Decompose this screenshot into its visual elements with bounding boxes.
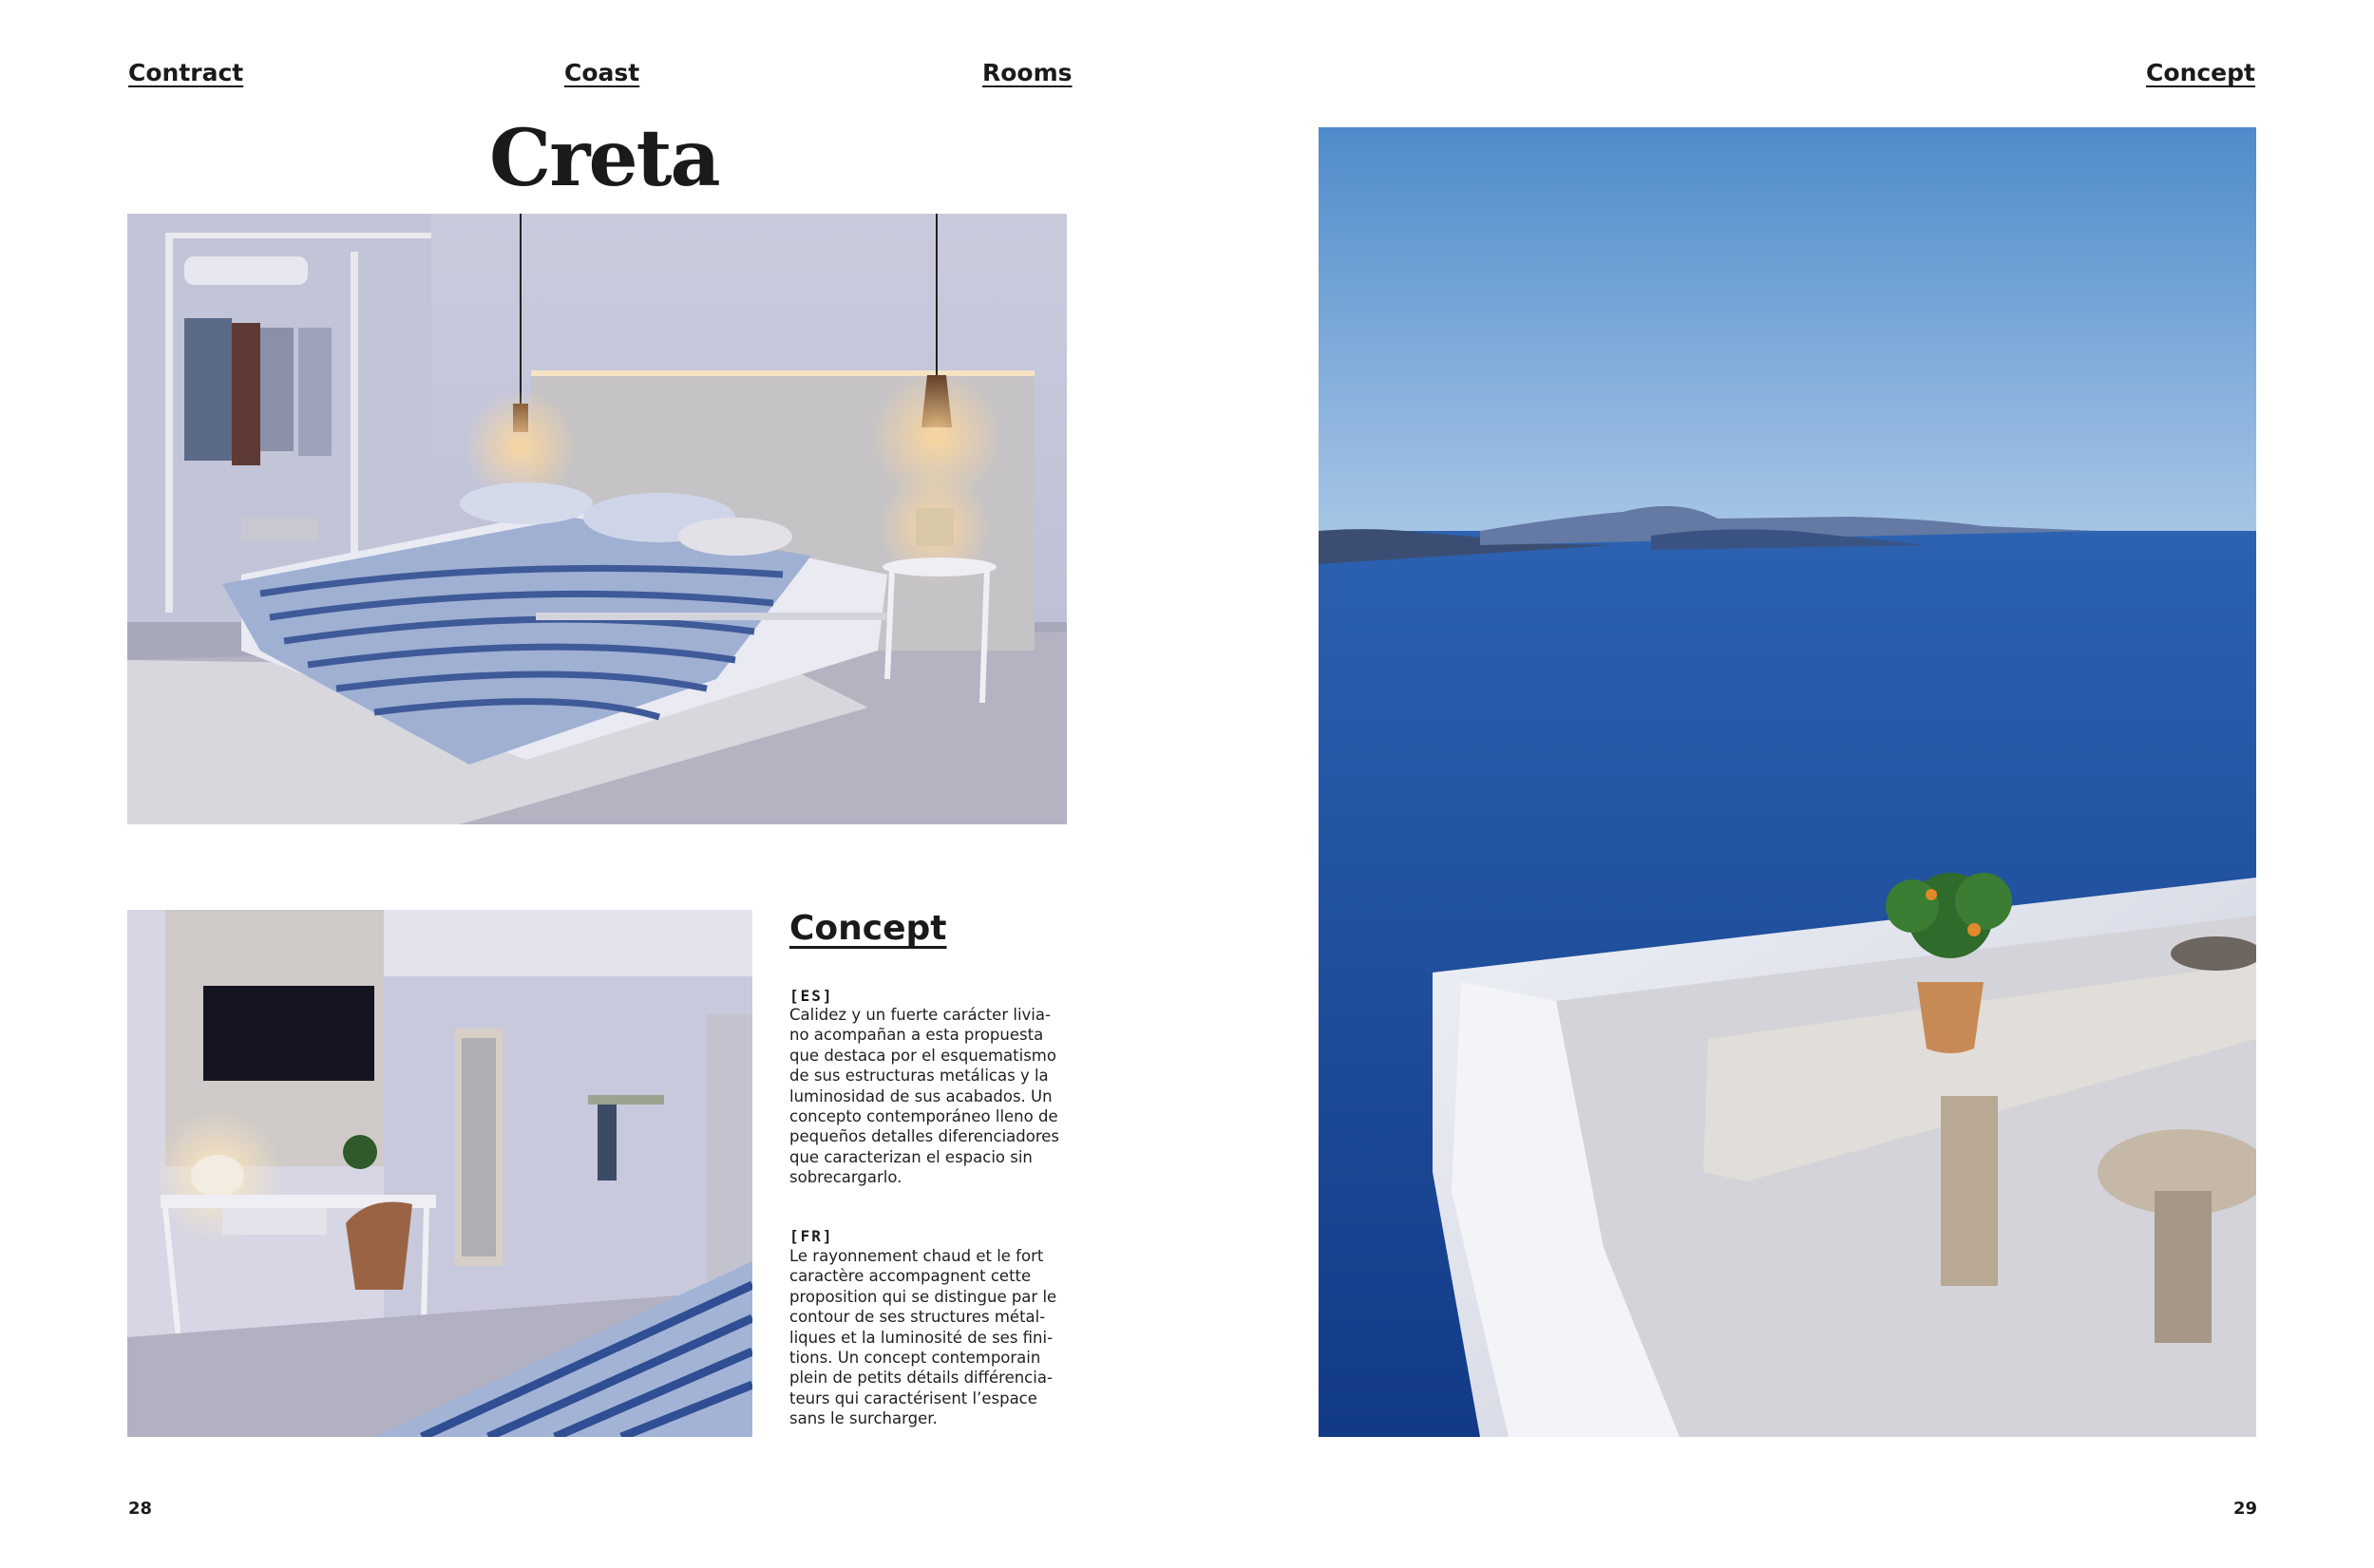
fr-line: contour de ses structures métal- [789,1308,1046,1327]
es-line: que destaca por el esquematismo [789,1046,1056,1065]
es-line: que caracterizan el espacio sin [789,1147,1033,1166]
page-number-right: 29 [2232,1499,2257,1519]
nav-contract[interactable]: Contract [128,59,244,86]
nav-rooms[interactable]: Rooms [982,59,1073,86]
nav-concept[interactable]: Concept [2146,59,2255,86]
es-language-tag: [ES] [789,987,834,1005]
fr-line: plein de petits détails différencia- [789,1369,1053,1388]
page-number-left: 28 [128,1499,153,1519]
es-line: Calidez y un fuerte carácter livia- [789,1006,1051,1024]
fr-line: liques et la luminosité de ses fini- [789,1328,1054,1347]
page-title: Creta [489,113,719,204]
room-desk-photo [127,910,752,1437]
es-line: de sus estructuras metálicas y la [789,1067,1049,1086]
es-line: pequeños detalles diferenciadores [789,1127,1060,1146]
fr-line: proposition qui se distingue par le [789,1287,1057,1306]
nav-coast[interactable]: Coast [564,59,640,86]
fr-language-tag: [FR] [789,1227,834,1245]
fr-line: tions. Un concept contemporain [789,1349,1041,1368]
fr-paragraph [789,1246,1056,1429]
fr-line: Le rayonnement chaud et le fort [789,1247,1044,1265]
es-line: no acompañan a esta propuesta [789,1026,1044,1045]
es-line: concepto contemporáneo lleno de [789,1107,1058,1126]
sea-view-terrace-photo [1319,127,2256,1437]
concept-heading: Concept [789,909,947,948]
fr-line: teurs qui caractérisent l’espace [789,1389,1037,1407]
bedroom-photo [127,214,1067,824]
fr-line: caractère accompagnent cette [789,1267,1032,1286]
fr-line: sans le surcharger. [789,1409,938,1428]
es-paragraph [789,1005,1059,1188]
es-line: luminosidad de sus acabados. Un [789,1086,1053,1105]
es-line: sobrecargarlo. [789,1168,902,1187]
